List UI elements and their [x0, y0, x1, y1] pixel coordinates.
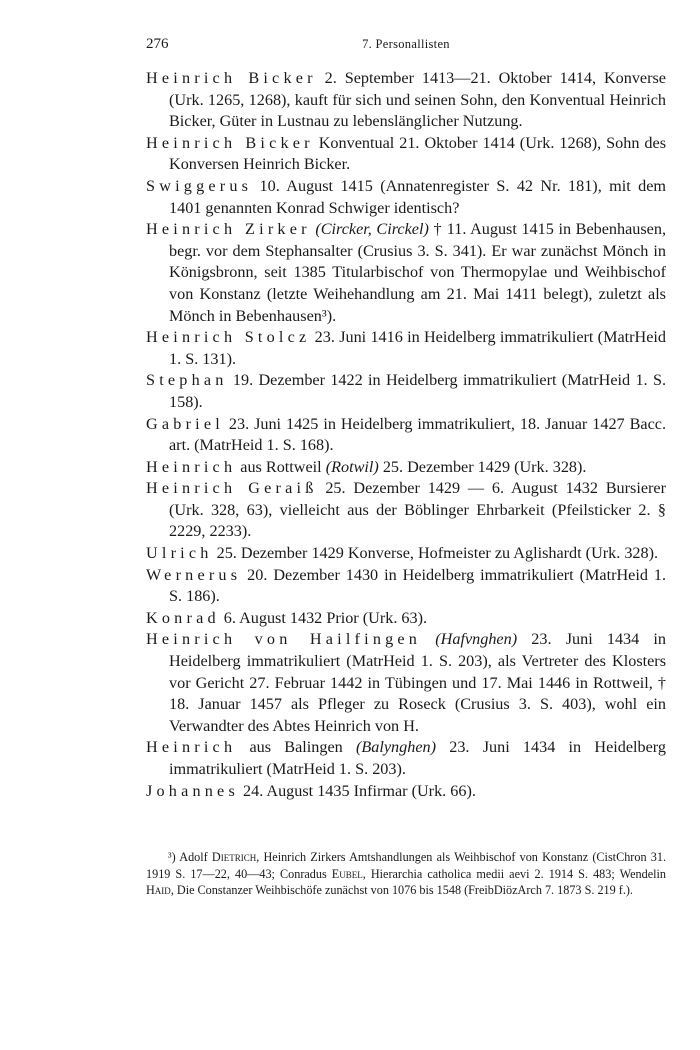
entry-text: 23. Juni 1416 in Heidelberg immatrikuliert (MatrHeid 1. S. 131). [169, 328, 667, 368]
person-name: Ulrich [146, 544, 213, 563]
latin-name-variant: (Balynghen) [355, 738, 436, 757]
page-header [146, 36, 666, 56]
entry-text: 24. August 1435 Infirmar (Urk. 66). [238, 781, 476, 800]
entry-text: 19. Dezember 1422 in Heidelberg immatrikuliert (MatrHeid 1. S. 158). [169, 371, 666, 411]
author-name: Eubel [331, 866, 363, 881]
person-name: Heinrich von Hailfingen [146, 630, 422, 649]
latin-name-variant: (Rotwil) [325, 457, 379, 476]
list-item [146, 327, 666, 370]
person-name: Heinrich Bicker [146, 133, 314, 152]
entry-text-continued: 25. Dezember 1429 (Urk. 328). [378, 457, 587, 476]
list-item [146, 478, 666, 543]
person-name: Heinrich Geraiß [146, 479, 318, 498]
entry-text: 25. Dezember 1429 — 6. August 1432 Bursierer (Urk. 328, 63), vielleicht aus der Böblinger Ehrbarkeit (Pfeilsticker 2. § 2229, 2233). [169, 479, 666, 541]
list-item [146, 608, 666, 630]
person-name: Gabriel [146, 414, 224, 433]
person-name: Wernerus [146, 565, 242, 584]
person-name: Konrad [146, 608, 220, 627]
latin-name-variant: (Hafvnghen) [421, 630, 518, 649]
running-title: 7. Personallisten [362, 37, 450, 51]
entry-text: Konventual 21. Oktober 1414 (Urk. 1268), Sohn des Konversen Heinrich Bicker. [169, 133, 667, 174]
person-name: Heinrich Bicker [146, 69, 317, 87]
author-name: Haid [146, 883, 171, 897]
list-item [146, 565, 666, 608]
list-item [146, 737, 666, 780]
author-name: Dietrich [211, 850, 257, 864]
list-item [146, 370, 666, 413]
entry-text: 25. Dezember 1429 Konverse, Hofmeister zu Aglishardt (Urk. 328). [212, 544, 659, 563]
entry-text: 23. Juni 1425 in Heidelberg immatrikuliert, 18. Januar 1427 Bacc. art. (MatrHeid 1. S. 168). [169, 414, 666, 455]
entry-text: 2. September 1413—21. Oktober 1414, Konverse (Urk. 1265, 1268), kauft für sich und seinen Sohn, den Konventual Heinrich Bicker, Güter in Lustnau zu lebenslänglicher Nutzung. [169, 69, 666, 131]
list-item [146, 781, 666, 803]
list-item [146, 629, 666, 737]
list-item [146, 414, 666, 457]
footnote [146, 849, 666, 899]
personnel-list [146, 68, 666, 802]
list-item [146, 457, 666, 479]
person-name: Heinrich [146, 457, 237, 476]
list-item [146, 68, 666, 133]
entry-text: 6. August 1432 Prior (Urk. 63). [219, 608, 428, 627]
person-name: Swiggerus [146, 176, 253, 195]
person-name: Heinrich [146, 738, 237, 757]
entry-text: † 11. August 1415 in Bebenhausen, begr. vor dem Stephansalter (Crusius 3. S. 341). Er war zunächst Mönch in Königsbronn, seit 1385 Titularbischof von Thermopylae und Weihbischof von Konstanz (letzte Weihehandlung am 21. Mai 1411 belegt), zuletzt als Mönch in Bebenhausen³). [169, 220, 667, 325]
list-item [146, 133, 666, 176]
entry-text: 20. Dezember 1430 in Heidelberg immatrikuliert (MatrHeid 1. S. 186). [169, 565, 666, 606]
list-item [146, 543, 666, 565]
entry-text: 23. Juni 1434 in Heidelberg immatrikuliert (MatrHeid 1. S. 203), als Vertreter des Klosters vor Gericht 27. Februar 1442 in Tübingen und 17. Mai 1446 in Rottweil, † 18. Januar 1457 als Pfleger zu Roseck (Crusius 3. S. 403), wohl ein Verwandter des Abtes Heinrich von H. [169, 630, 667, 735]
person-name: Stephan [146, 371, 228, 390]
latin-name-variant: (Circker, Circkel) [310, 220, 429, 239]
entry-text: 10. August 1415 (Annatenregister S. 42 Nr. 181), mit dem 1401 genannten Konrad Schwiger identisch? [169, 176, 666, 217]
footnote-text: ³) Adolf Dietrich, Heinrich Zirkers Amtshandlungen als Weihbischof von Konstanz (CistChron 31. 1919 S. 17—22, 40—43; Conradus Eubel, Hierarchia catholica medii aevi 2. 1914 S. 483; Wendelin Haid, Die Constanzer Weihbischöfe zunächst von 1076 bis 1548 (FreibDiözArch 7. 1873 S. 219 f.). [146, 850, 666, 897]
entry-text: aus Balingen [236, 738, 356, 757]
person-name: Heinrich Zirker [146, 220, 311, 239]
footnote-marker: ³) [168, 850, 176, 864]
person-name: Johannes [146, 781, 239, 800]
list-item [146, 176, 666, 219]
page-number: 276 [146, 36, 169, 52]
entry-text-continued: 23. Juni 1434 in Heidelberg immatrikuliert (MatrHeid 1. S. 203). [169, 738, 666, 778]
entry-text: aus Rottweil [236, 457, 326, 476]
person-name: Heinrich Stolcz [146, 328, 311, 347]
list-item [146, 219, 666, 327]
